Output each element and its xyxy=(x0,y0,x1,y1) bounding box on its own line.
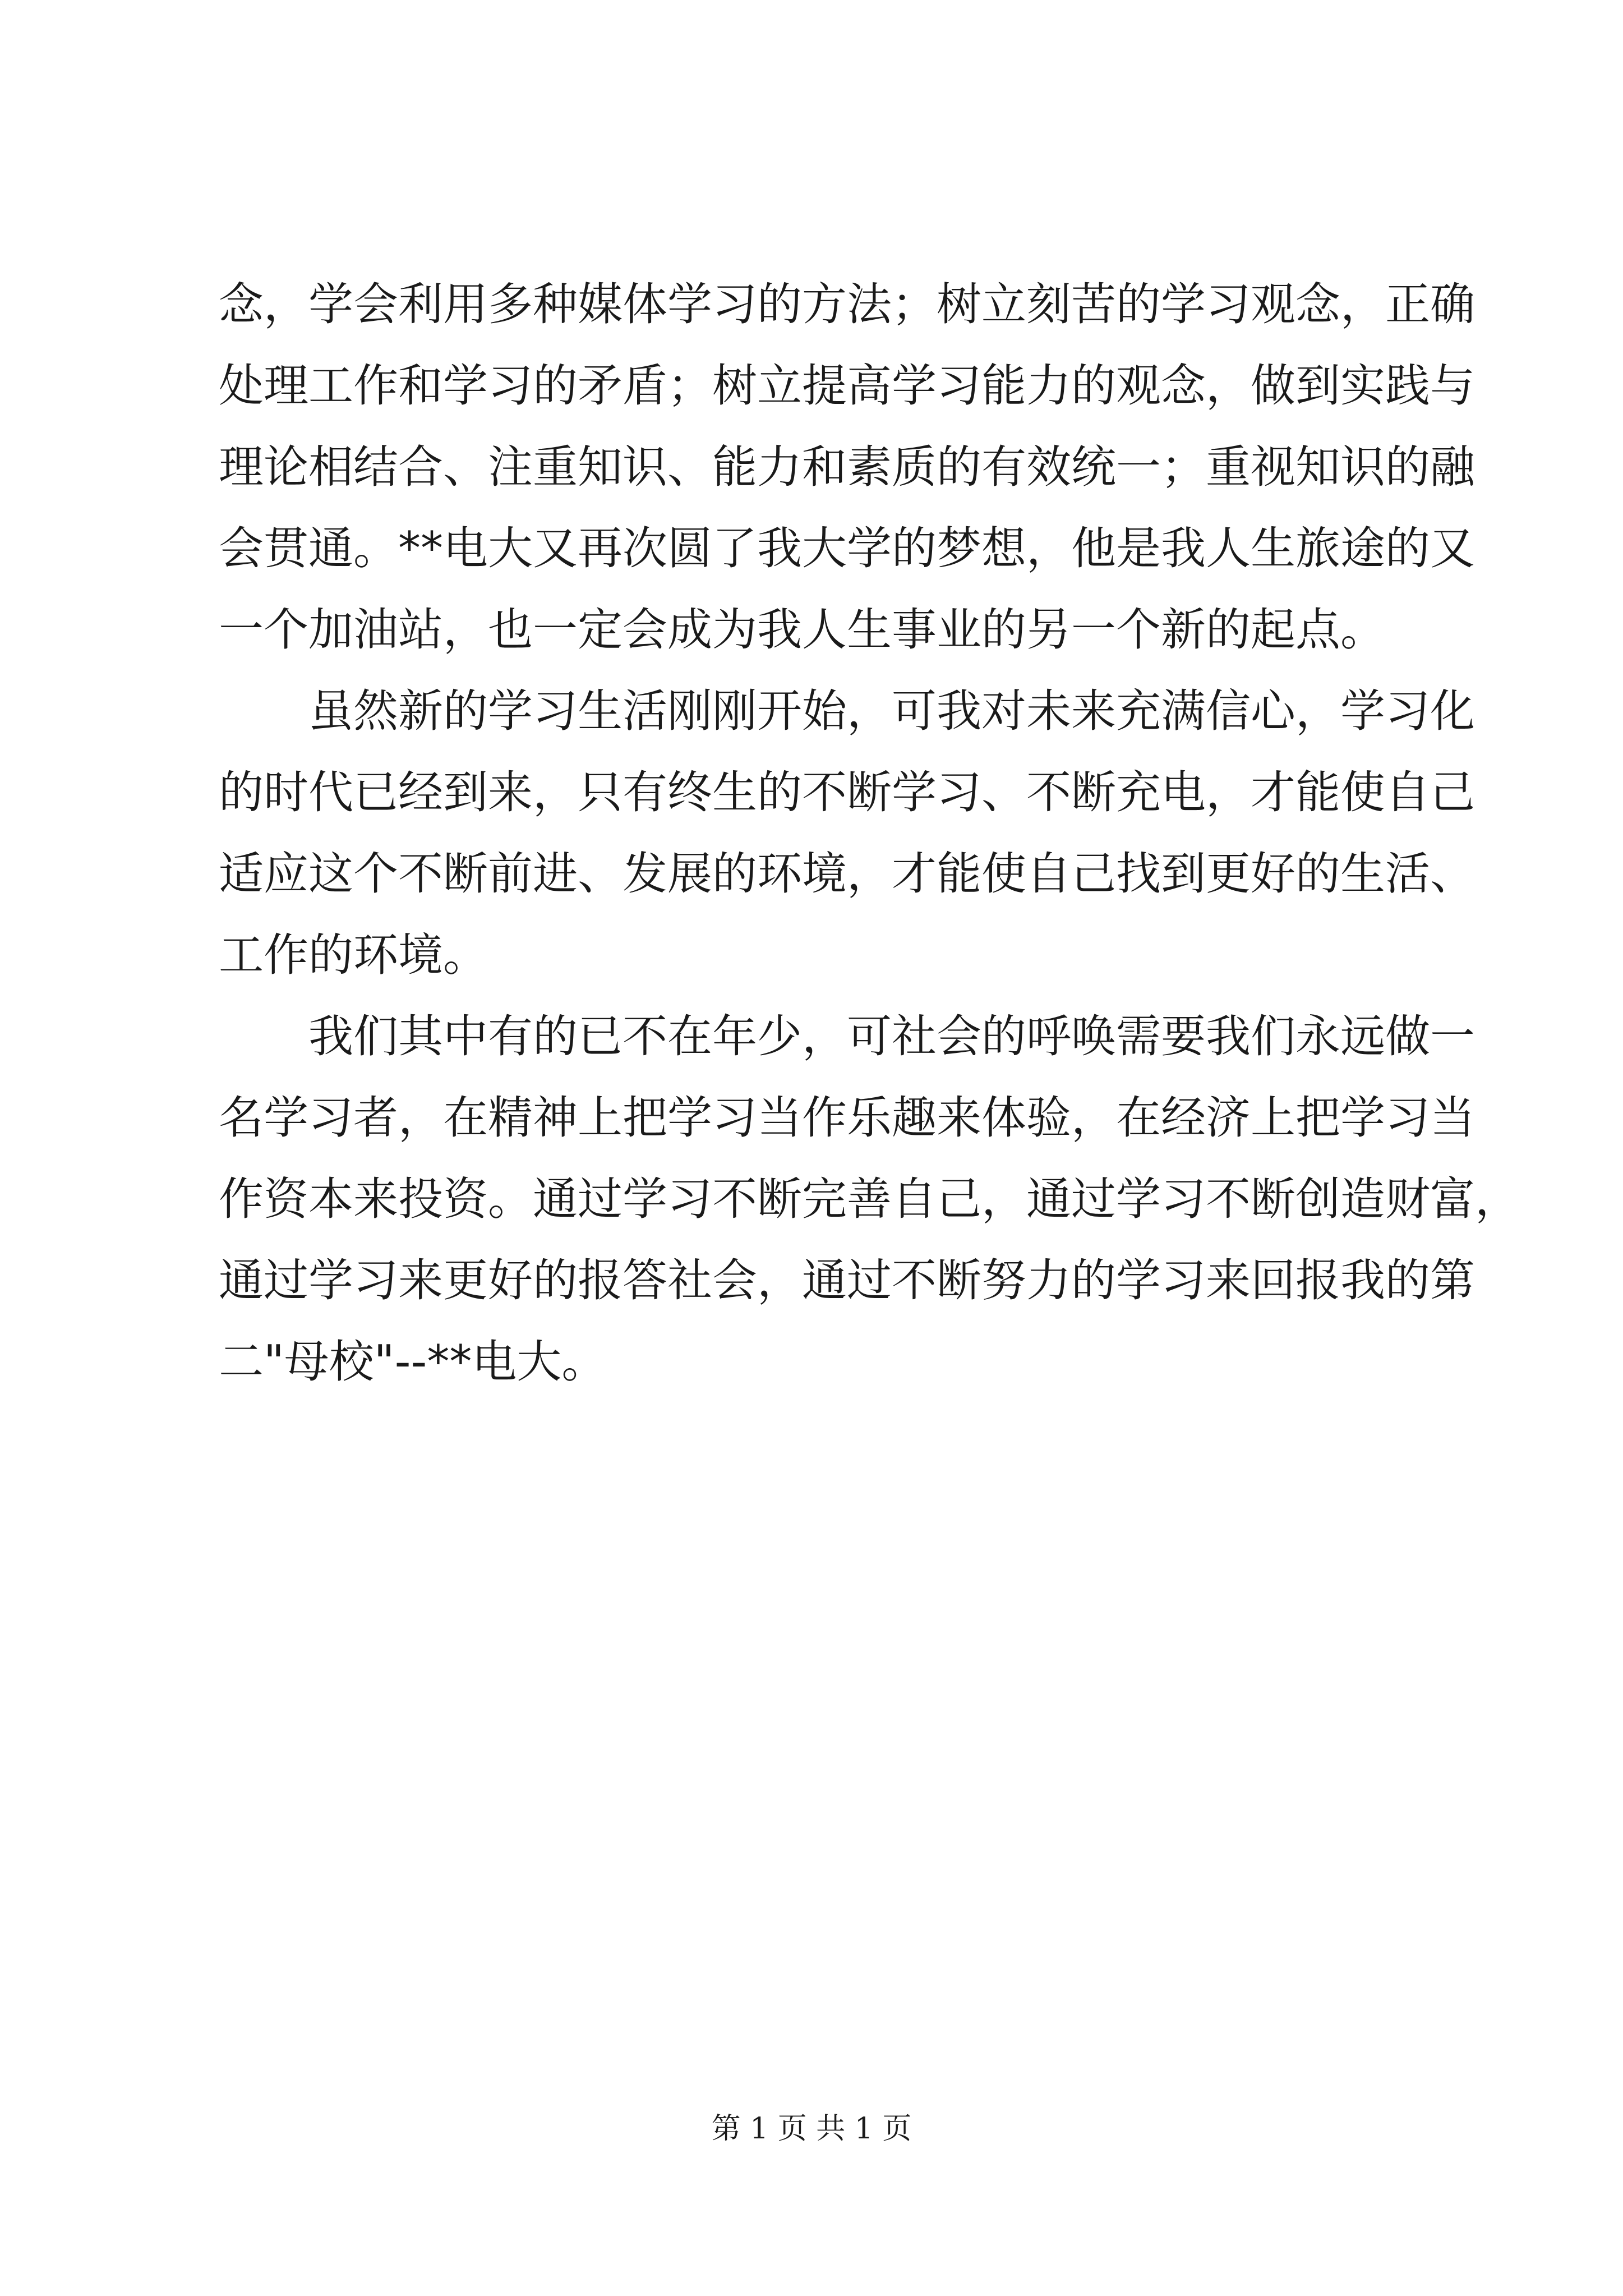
text-line: 虽然新的学习生活刚刚开始，可我对未来充满信心，学习化 xyxy=(308,685,1475,737)
text-line: 我们其中有的已不在年少，可社会的呼唤需要我们永远做一 xyxy=(308,1010,1475,1062)
text-line: 作资本来投资。通过学习不断完善自己，通过学习不断创造财富， xyxy=(219,1173,1520,1225)
paragraph-3 xyxy=(219,996,1520,1402)
text-line: 适应这个不断前进、发展的环境，才能使自己找到更好的生活、 xyxy=(219,848,1475,900)
text-line: 理论相结合、注重知识、能力和素质的有效统一；重视知识的融 xyxy=(219,441,1475,493)
text-line: 二"母校"--**电大。 xyxy=(219,1336,607,1388)
text-line: 一个加油站，也一定会成为我人生事业的另一个新的起点。 xyxy=(219,604,1385,656)
document-body xyxy=(219,264,1520,1402)
paragraph-1 xyxy=(219,264,1475,670)
text-line: 的时代已经到来，只有终生的不断学习、不断充电，才能使自己 xyxy=(219,766,1475,818)
paragraph-2 xyxy=(219,670,1475,996)
text-line: 会贯通。**电大又再次圆了我大学的梦想，他是我人生旅途的又 xyxy=(219,522,1475,574)
text-line: 工作的环境。 xyxy=(219,929,488,981)
page-number-footer: 第 1 页 共 1 页 xyxy=(711,2112,912,2146)
text-line: 名学习者，在精神上把学习当作乐趣来体验，在经济上把学习当 xyxy=(219,1092,1475,1144)
text-line: 念，学会利用多种媒体学习的方法；树立刻苦的学习观念，正确 xyxy=(219,278,1475,330)
text-line: 通过学习来更好的报答社会，通过不断努力的学习来回报我的第 xyxy=(219,1254,1475,1306)
text-line: 处理工作和学习的矛盾；树立提高学习能力的观念，做到实践与 xyxy=(219,360,1475,412)
